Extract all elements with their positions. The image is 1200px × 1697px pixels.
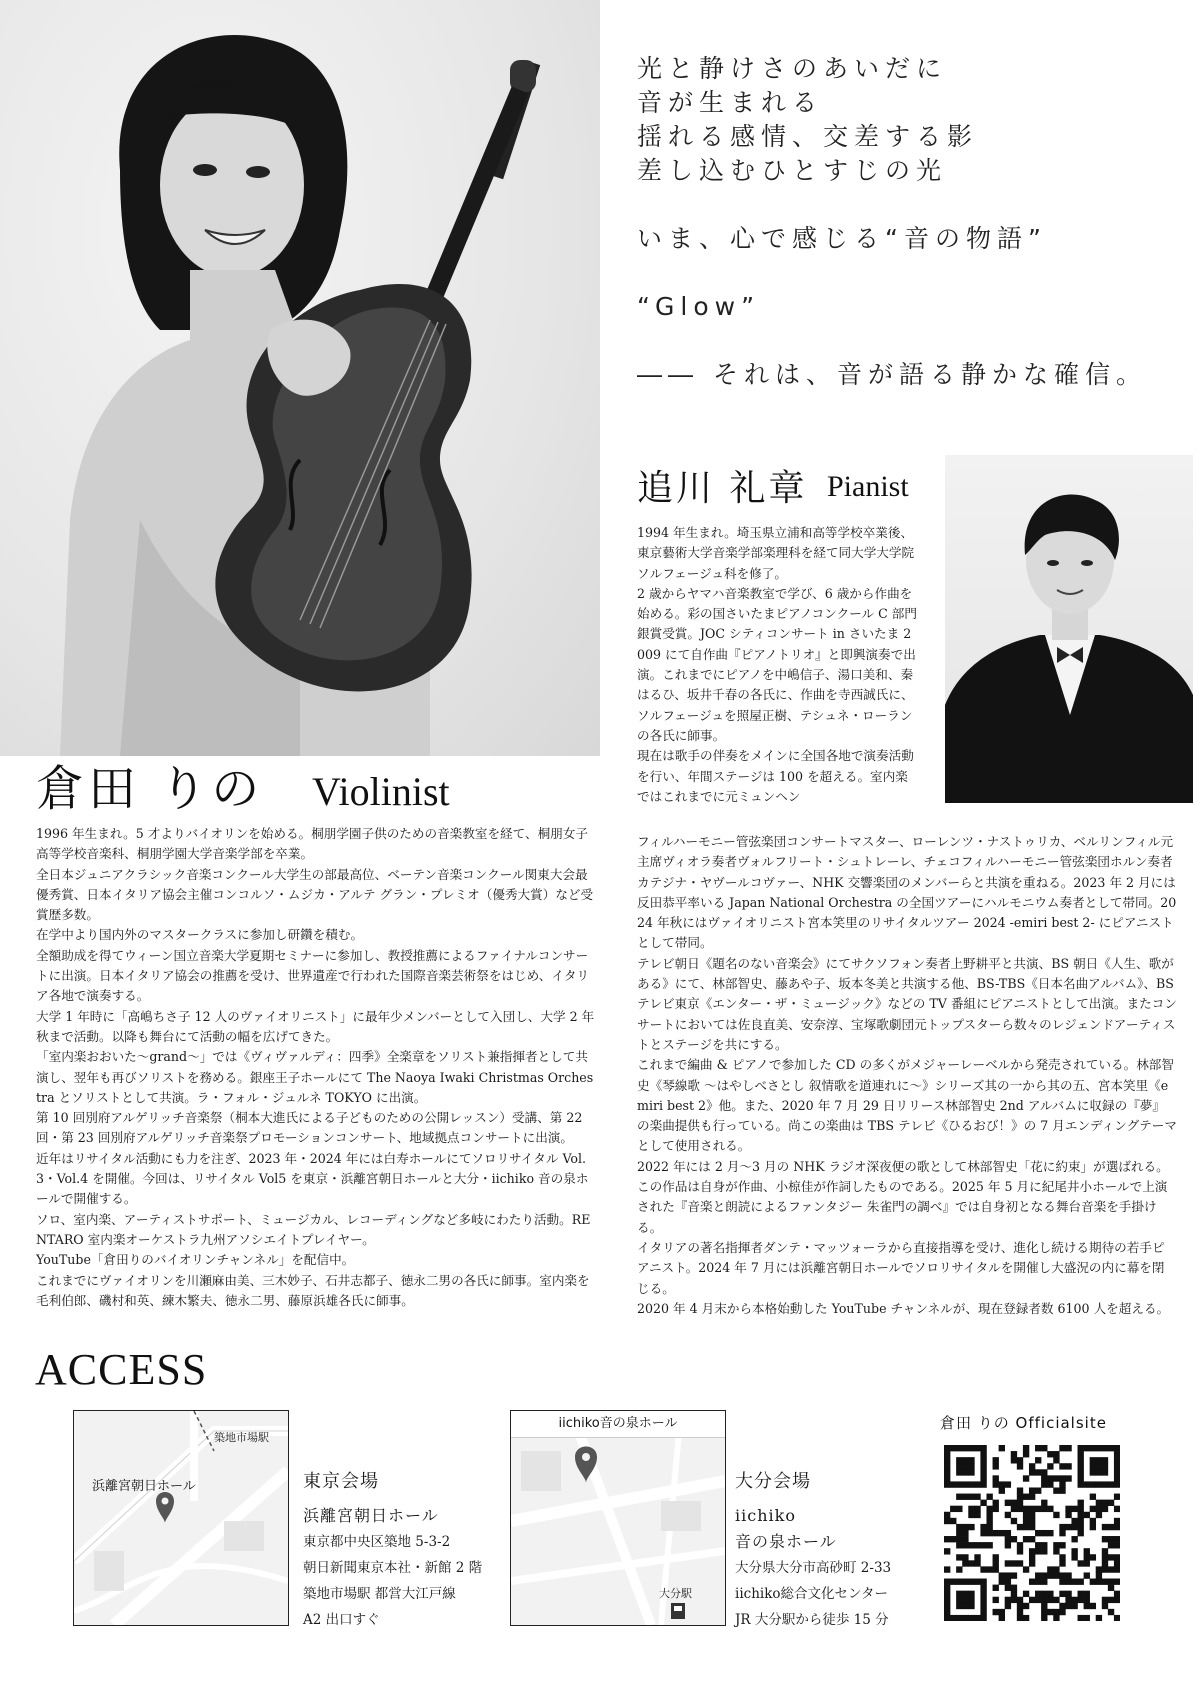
pianist-bio-paragraph: フィルハーモニー管弦楽団コンサートマスター、ローレンツ・ナストゥリカ、ベルリンフィル元主席ヴィオラ奏者ヴォルフリート・シュトレーレ、チェコフィルハーモニー管弦楽団ホルン奏者カテジナ・ヤヴールコヴァー、NHK 交響楽団のメンバーらと共演を重ねる。2023 年 2 月には反田恭平率いる Japan National Orchestra の全国ツアーにハルモニウム奏者として帯同。2024 年秋にはヴァイオリニスト宮本笑里のリサイタルツアー 2024 -emiri best 2- にピアニストとして帯同。 [637, 834, 1177, 951]
poem-line: 揺れる感情、交差する影 [637, 122, 979, 151]
oita-venue [735, 1467, 935, 1633]
poem-line: ―― それは、音が語る静かな確信。 [637, 360, 1147, 389]
venue-address: iichiko総合文化センター [735, 1586, 888, 1602]
violinist-bio-paragraph: 「室内楽おおいた〜grand〜」では《ヴィヴァルディ：四季》全楽章をソリスト兼指揮者として共演し、翌年も再びソリストを務める。銀座王子ホールにて The Naoya Iwaki Christmas Orchestra とソリストとして共演。ラ・フォル・ジュルネ TOKYO に出演。 [36, 1049, 594, 1105]
venue-label: 大分会場 [735, 1471, 811, 1492]
violinist-name: 倉田 りの [36, 761, 264, 817]
map-station-label: 築地市場駅 [214, 1431, 269, 1444]
poem-line: いま、心で感じる“音の物語” [637, 224, 1047, 253]
venue-address: 東京都中央区築地 5-3-2 [303, 1534, 451, 1550]
pianist-bio-paragraph: イタリアの著名指揮者ダンテ・マッツォーラから直接指導を受け、進化し続ける期待の若手ピアニスト。2024 年 7 月には浜離宮朝日ホールでソロリサイタルを開催し大盛況の内に幕を閉じる。 [637, 1239, 1165, 1296]
poem-gap [637, 256, 1177, 290]
venue-address: JR 大分駅から徒歩 15 分 [735, 1612, 889, 1628]
map-station-label: 大分駅 [659, 1587, 692, 1600]
venue-name: 浜離宮朝日ホール [303, 1506, 439, 1525]
violinist-bio-paragraph: 在学中より国内外のマスタークラスに参加し研鑽を積む。 [36, 927, 364, 943]
pianist-bio-paragraph: これまで編曲 & ピアノで参加した CD の多くがメジャーレーベルから発売されている。林部智史《琴線歌 〜はやしべさとし 叙情歌を道連れに〜》シリーズ其の一から其の五、宮本笑里《emiri best 2》他。また、2020 年 7 月 29 日リリース林部智史 2nd アルバムに収録の『夢』の楽曲提供も行っている。尚この楽曲は TBS テレビ《ひるおび！》の 7 月エンディングテーマとして使用される。 [637, 1057, 1177, 1154]
pianist-photo [945, 455, 1193, 803]
violinist-bio-paragraph: ソロ、室内楽、アーティストサポート、ミュージカル、レコーディングなど多岐にわたり活動。RENTARO 室内楽オーケストラ九州アソシエイトプレイヤー。 [36, 1211, 591, 1247]
pianist-bio-paragraph: 1994 年生まれ。埼玉県立浦和高等学校卒業後、東京藝術大学音楽学部楽理科を経て同大学大学院ソルフェージュ科を修了。 [637, 525, 915, 581]
pianist-name: 追川 礼章 [637, 468, 808, 509]
violinist-bio-paragraph: 全額助成を得てウィーン国立音楽大学夏期セミナーに参加し、教授推薦によるファイナルコンサートに出演。日本イタリア協会の推薦を受け、世界遺産で行われた国際音楽芸術祭をはじめ、イタリア各地で演奏する。 [36, 947, 590, 1004]
tokyo-venue [303, 1467, 503, 1633]
pianist-bio-paragraph: 2 歳からヤマハ音楽教室で学び、6 歳から作曲を始める。彩の国さいたまピアノコンクール C 部門銀賞受賞。JOC シティコンサート in さいたま 2009 にて自作曲『ピアノトリオ』と即興演奏で出演。これまでにピアノを中嶋信子、湯口美和、秦はるひ、坂井千春の各氏に、作曲を寺西誠氏に、ソルフェージュを照屋正樹、テシュネ・ローランの各氏に師事。 [637, 585, 917, 743]
pianist-bio-paragraph: テレビ朝日《題名のない音楽会》にてサクソフォン奏者上野耕平と共演、BS 朝日《人生、歌がある》にて、林部智史、藤あや子、坂本冬美と共演する他、BS-TBS《日本名曲アルバム》、BS テレビ東京《エンター・ザ・ミュージック》などの TV 番組にピアニストとして出演。またコンサートにおいては佐良直美、安奈淳、宝塚歌劇団元トップスターら数々のレジェンドアーティストとステージを共にする。 [637, 955, 1177, 1052]
venue-address: A2 出口すぐ [303, 1612, 380, 1628]
venue-address: 大分県大分市高砂町 2-33 [735, 1560, 892, 1576]
violinist-bio-paragraph: 1996 年生まれ。5 才よりバイオリンを始める。桐朋学園子供のための音楽教室を経て、桐朋女子高等学校音楽科、桐朋学園大学音楽学部を卒業。 [36, 826, 588, 862]
poem-gap [637, 324, 1177, 358]
official-site-label: 倉田 りの Officialsite [940, 1414, 1107, 1432]
pianist-role: Pianist [827, 470, 909, 503]
violinist-photo [0, 0, 600, 756]
poem [637, 52, 1177, 392]
pianist-bio-paragraph: 2022 年には 2 月〜3 月の NHK ラジオ深夜便の歌として林部智史「花に約束」が選ばれる。この作品は自身が作曲、小椋佳が作詞したものである。2025 年 5 月に紀尾井小ホールで上演された『音楽と朗読によるファンタジー 朱雀門の調べ』では自身初となる舞台音楽を手掛ける。 [637, 1158, 1169, 1235]
poem-gap [637, 188, 1177, 222]
violinist-bio-paragraph: 全日本ジュニアクラシック音楽コンクール大学生の部最高位、ベーテン音楽コンクール関東大会最優秀賞、日本イタリア協会主催コンコルソ・ムジカ・アルテ グラン・プレミオ（優秀大賞）など受賞歴多数。 [36, 866, 594, 923]
venue-address: 朝日新聞東京本社・新館 2 階 [303, 1560, 483, 1576]
map-hall-label: 浜離宮朝日ホール [92, 1479, 196, 1494]
pianist-bio-paragraph: 2020 年 4 月末から本格始動した YouTube チャンネルが、現在登録者数 6100 人を超える。 [637, 1300, 1170, 1316]
venue-address: 築地市場駅 都営大江戸線 [303, 1586, 456, 1602]
tokyo-venue-map[interactable] [73, 1410, 289, 1626]
qr-code-icon[interactable] [944, 1445, 1120, 1621]
violinist-bio-paragraph: これまでにヴァイオリンを川瀬麻由美、三木妙子、石井志都子、徳永二男の各氏に師事。室内楽を毛利伯郎、磯村和英、練木繁夫、徳永二男、藤原浜雄各氏に師事。 [36, 1272, 590, 1308]
violinist-bio-paragraph: YouTube「倉田りのバイオリンチャンネル」を配信中。 [36, 1252, 355, 1268]
violinist-bio-paragraph: 第 10 回別府アルゲリッチ音楽祭（桐本大進氏による子どものための公開レッスン）受講、第 22 回・第 23 回別府アルゲリッチ音楽祭プロモーションコンサート、地域拠点コンサートに出演。 [36, 1110, 583, 1146]
pianist-bio-narrow [637, 523, 919, 807]
pianist-bio-wide [637, 832, 1177, 1319]
poem-line: 光と静けさのあいだに [637, 54, 948, 83]
oita-venue-map[interactable] [510, 1410, 726, 1626]
violinist-bio-paragraph: 近年はリサイタル活動にも力を注ぎ、2023 年・2024 年には白寿ホールにてソロリサイタル Vol.3・Vol.4 を開催。今回は、リサイタル Vol5 を東京・浜離宮朝日ホールと大分・iichiko 音の泉ホールで開催する。 [36, 1150, 589, 1207]
poem-line: 音が生まれる [637, 88, 824, 117]
violinist-role: Violinist [312, 769, 450, 814]
venue-label: 東京会場 [303, 1471, 379, 1492]
venue-name: 音の泉ホール [735, 1532, 837, 1551]
violinist-bio [36, 824, 596, 1311]
access-heading: ACCESS [35, 1345, 208, 1394]
violinist-bio-paragraph: 大学 1 年時に「高嶋ちさ子 12 人のヴァイオリニスト」に最年少メンバーとして入団し、大学 2 年秋まで活動。以降も舞台にて活動の幅を広げてきた。 [36, 1008, 595, 1044]
poem-line: 差し込むひとすじの光 [637, 156, 948, 185]
map-hall-label: iichiko音の泉ホール [511, 1411, 725, 1438]
pianist-bio-paragraph: 現在は歌手の伴奏をメインに全国各地で演奏活動を行い、年間ステージは 100 を超える。室内楽ではこれまでに元ミュンヘン [637, 748, 914, 804]
venue-name: iichiko [735, 1506, 796, 1525]
poem-line: “Glow” [637, 292, 761, 321]
